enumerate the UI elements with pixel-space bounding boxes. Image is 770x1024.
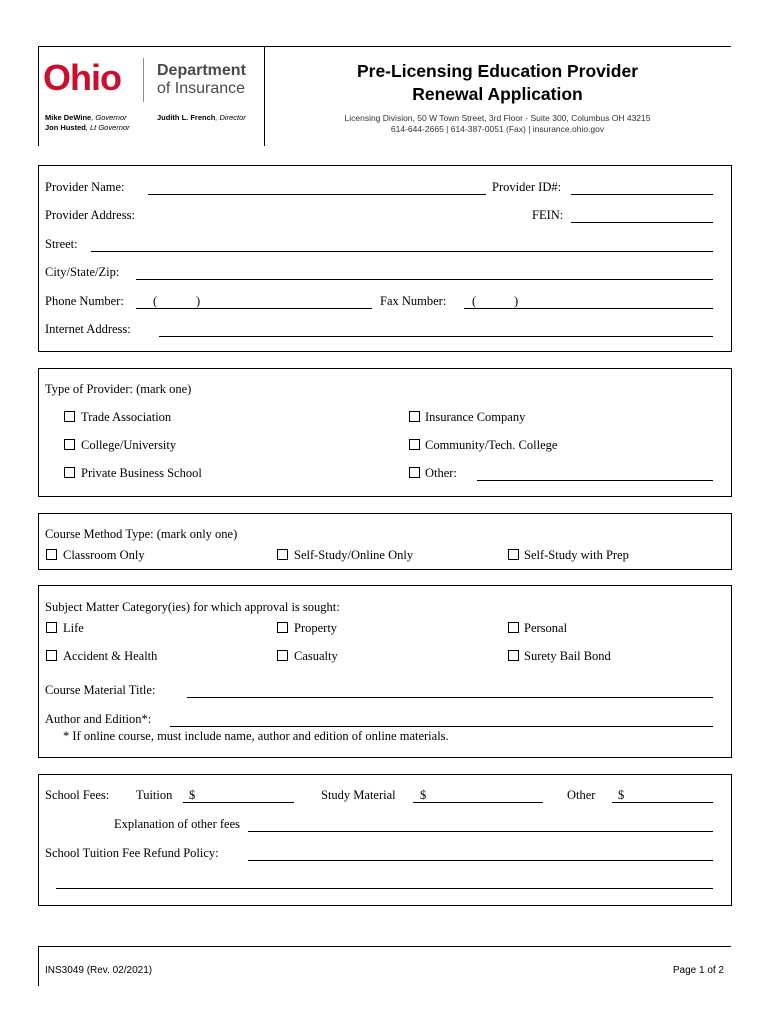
checkbox-insurance-company[interactable]	[409, 411, 420, 422]
governor-name: Mike DeWine	[45, 113, 92, 122]
director-line	[157, 113, 246, 123]
label-classroom-only: Classroom Only	[63, 548, 145, 562]
checkbox-self-study-prep[interactable]	[508, 549, 519, 560]
subject-matter-heading: Subject Matter Category(ies) for which approval is sought:	[45, 600, 340, 614]
provider-id-field[interactable]	[571, 194, 713, 195]
label-self-study-online: Self-Study/Online Only	[294, 548, 414, 562]
label-casualty: Casualty	[294, 649, 338, 663]
tuition-label: Tuition	[136, 788, 173, 802]
governor-title: , Governor	[91, 113, 127, 122]
agency-address: Licensing Division, 50 W Town Street, 3rd Floor - Suite 300, Columbus OH 43215	[344, 113, 651, 123]
checkbox-trade-association[interactable]	[64, 411, 75, 422]
explanation-other-fees-label: Explanation of other fees	[114, 817, 240, 831]
label-accident-health: Accident & Health	[63, 649, 158, 663]
logo-separator	[143, 58, 144, 102]
checkbox-college-university[interactable]	[64, 439, 75, 450]
fax-number-field[interactable]	[464, 308, 713, 309]
label-community-tech-college: Community/Tech. College	[425, 438, 558, 452]
refund-policy-field[interactable]	[248, 860, 713, 861]
fax-paren-open: (	[472, 294, 477, 308]
other-fee-currency: $	[618, 788, 625, 802]
governor-line	[45, 113, 127, 123]
fax-paren-close: )	[514, 294, 519, 308]
page-number: Page 1 of 2	[672, 965, 724, 976]
provider-type-heading: Type of Provider: (mark one)	[45, 382, 192, 396]
ohio-logo: Ohio	[43, 57, 121, 98]
phone-number-label: Phone Number:	[45, 294, 124, 308]
checkbox-community-tech-college[interactable]	[409, 439, 420, 450]
checkbox-property[interactable]	[277, 622, 288, 633]
label-property: Property	[294, 621, 338, 635]
phone-paren-open: (	[153, 294, 158, 308]
label-surety-bail-bond: Surety Bail Bond	[524, 649, 611, 663]
header-top-rule	[38, 46, 731, 47]
refund-policy-label: School Tuition Fee Refund Policy:	[45, 846, 219, 860]
phone-paren-close: )	[196, 294, 201, 308]
checkbox-life[interactable]	[46, 622, 57, 633]
checkbox-self-study-online[interactable]	[277, 549, 288, 560]
provider-address-label: Provider Address:	[45, 208, 135, 222]
label-life: Life	[63, 621, 84, 635]
city-state-zip-field[interactable]	[136, 279, 713, 280]
provider-id-label: Provider ID#:	[492, 180, 562, 194]
dept-line-2: of Insurance	[157, 80, 246, 97]
label-personal: Personal	[524, 621, 568, 635]
provider-name-label: Provider Name:	[45, 180, 125, 194]
city-state-zip-label: City/State/Zip:	[45, 265, 120, 279]
tuition-field[interactable]	[183, 802, 294, 803]
other-fee-label: Other	[567, 788, 596, 802]
street-field[interactable]	[91, 251, 713, 252]
refund-policy-field-continued[interactable]	[56, 888, 713, 889]
fein-label: FEIN:	[532, 208, 564, 222]
checkbox-other-provider[interactable]	[409, 467, 420, 478]
course-method-heading: Course Method Type: (mark only one)	[45, 527, 238, 541]
label-trade-association: Trade Association	[81, 410, 172, 424]
label-self-study-prep: Self-Study with Prep	[524, 548, 629, 562]
label-insurance-company: Insurance Company	[425, 410, 526, 424]
checkbox-casualty[interactable]	[277, 650, 288, 661]
fein-field[interactable]	[571, 222, 713, 223]
study-material-field[interactable]	[413, 802, 543, 803]
author-edition-label: Author and Edition*:	[45, 712, 152, 726]
course-material-title-field[interactable]	[187, 697, 713, 698]
lt-governor-line	[45, 123, 130, 133]
internet-address-field[interactable]	[159, 336, 713, 337]
other-provider-field[interactable]	[477, 480, 713, 481]
checkbox-personal[interactable]	[508, 622, 519, 633]
header-left-rule	[38, 46, 39, 146]
label-private-business-school: Private Business School	[81, 466, 202, 480]
agency-contact: 614-644-2665 | 614-387-0051 (Fax) | insurance.ohio.gov	[390, 124, 605, 134]
checkbox-classroom-only[interactable]	[46, 549, 57, 560]
other-fee-field[interactable]	[612, 802, 713, 803]
director-title: , Director	[215, 113, 246, 122]
provider-name-field[interactable]	[148, 194, 486, 195]
director-name: Judith L. French	[157, 113, 216, 122]
lt-governor-name: Jon Husted	[45, 123, 86, 132]
internet-address-label: Internet Address:	[45, 322, 131, 336]
form-title-line-2: Renewal Application	[412, 84, 583, 104]
tuition-currency: $	[189, 788, 196, 802]
form-id: INS3049 (Rev. 02/2021)	[45, 965, 153, 976]
footer-rule-top	[38, 946, 731, 947]
checkbox-private-business-school[interactable]	[64, 467, 75, 478]
checkbox-accident-health[interactable]	[46, 650, 57, 661]
label-other-provider: Other:	[425, 466, 457, 480]
form-title-line-1: Pre-Licensing Education Provider	[356, 61, 639, 81]
dept-line-1: Department	[157, 62, 246, 79]
fax-number-label: Fax Number:	[380, 294, 447, 308]
footer-rule-left	[38, 946, 39, 986]
school-fees-label: School Fees:	[45, 788, 110, 802]
checkbox-surety-bail-bond[interactable]	[508, 650, 519, 661]
author-edition-note: * If online course, must include name, author and edition of online materials.	[63, 729, 449, 743]
phone-number-field[interactable]	[136, 308, 372, 309]
lt-governor-title: , Lt Governor	[85, 123, 130, 132]
study-material-label: Study Material	[321, 788, 396, 802]
street-label: Street:	[45, 237, 78, 251]
label-college-university: College/University	[81, 438, 177, 452]
course-material-title-label: Course Material Title:	[45, 683, 156, 697]
study-material-currency: $	[420, 788, 427, 802]
author-edition-field[interactable]	[170, 726, 713, 727]
explanation-other-fees-field[interactable]	[248, 831, 713, 832]
